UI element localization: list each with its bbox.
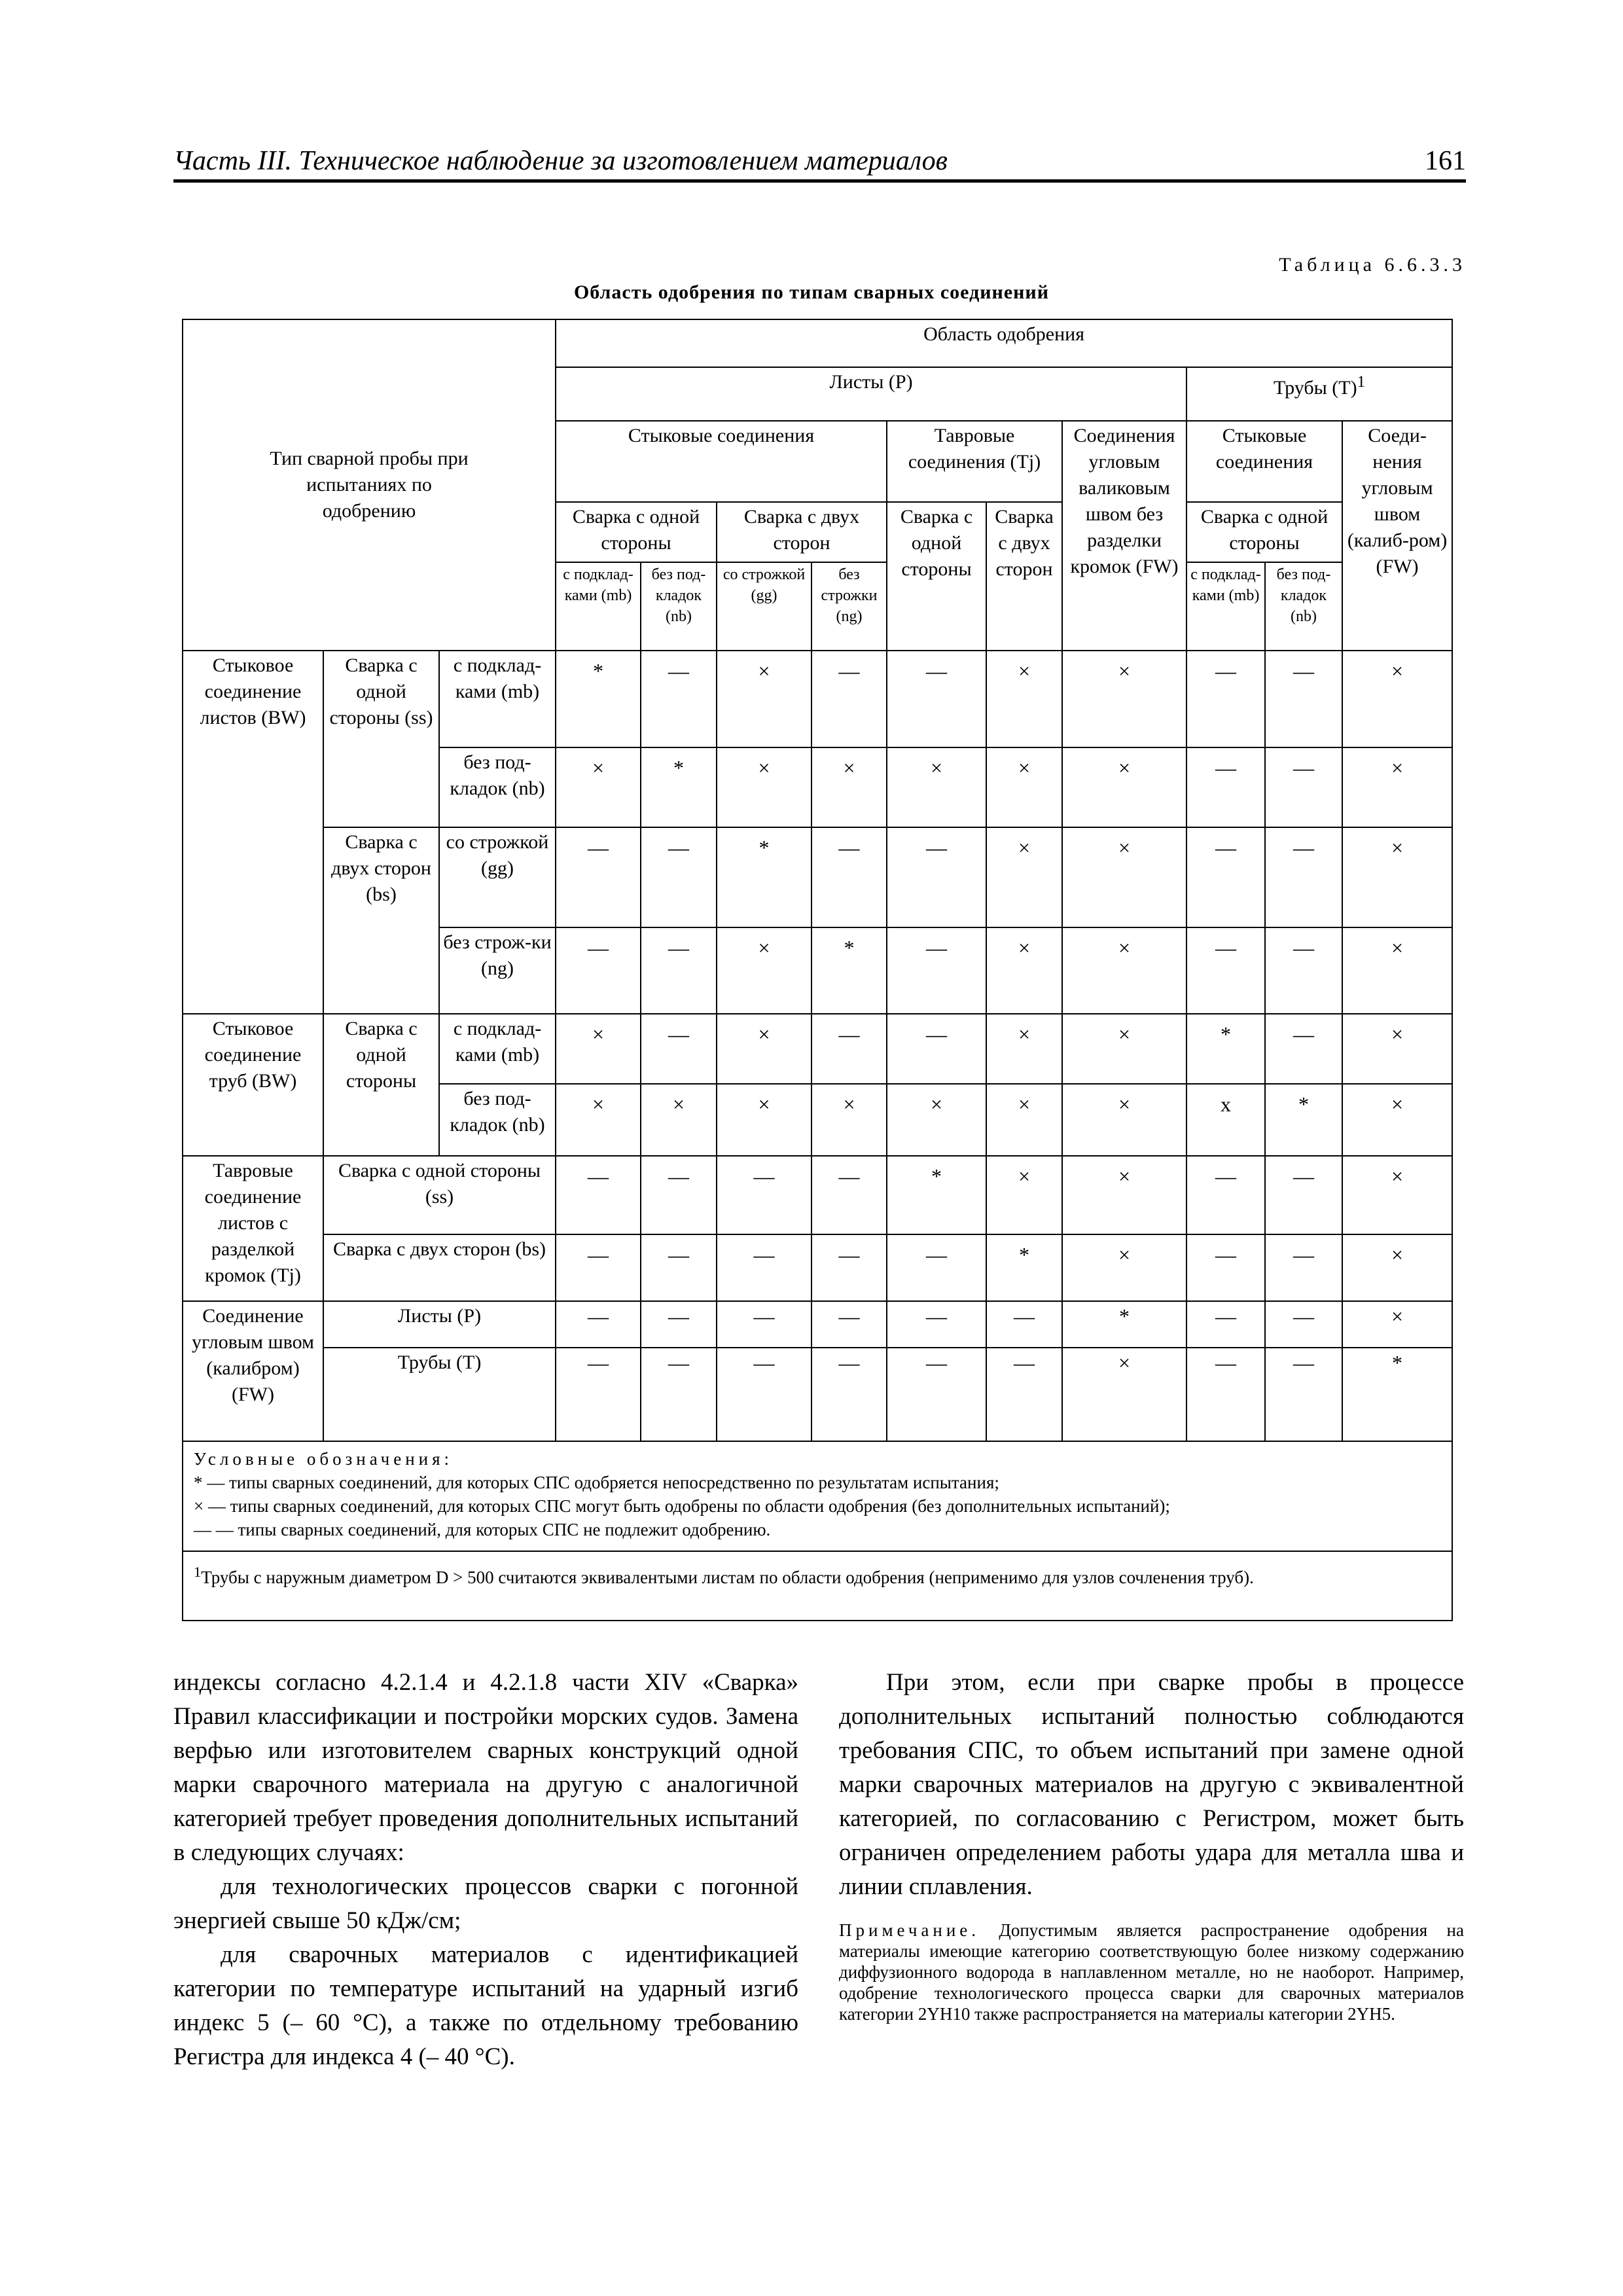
table-cell: × [717,927,812,1014]
note-text: Допустимым является распространение одобрения на материалы имеющие категорию соответствующую более низкому содержанию диффузионного водорода в наплавленном металле, но не наоборот. Например, одобрение технологического процесса сварки для сварочных материалов категории 2YH10 также распространяется на материалы категории 2YH5. [839,1920,1464,2024]
approval-table [182,319,1453,1621]
table-row [183,1156,1452,1234]
table-cell: — [887,1348,986,1441]
table-cell: × [1062,927,1186,1014]
header-one-side: Сварка с одной стороны [556,502,717,562]
table-cell: × [1062,747,1186,827]
table-cell: — [717,1156,812,1234]
table-cell: × [1342,1014,1452,1084]
row-label-mb: с подклад-ками (mb) [439,651,556,747]
table-cell: — [1186,651,1265,747]
row-label-fw-sheets: Листы (P) [323,1301,556,1348]
header-pipes-label: Трубы (T) [1273,377,1357,399]
table-cell: — [1265,1156,1342,1234]
table-cell: — [986,1348,1062,1441]
header-tee-one-side: Сварка с одной стороны [887,502,986,651]
row-label-pipe-mb: с подклад-ками (mb) [439,1014,556,1084]
table-cell: — [887,1234,986,1301]
body-paragraph: для технологических процессов сварки с погонной энергией свыше 50 кДж/см; [173,1873,798,1934]
table-cell: × [1062,1156,1186,1234]
table-cell: × [1342,1084,1452,1156]
header-pipe-nb: без под-кладок (nb) [1265,562,1342,651]
running-title: Часть III. Техническое наблюдение за изготовлением материалов [173,146,948,176]
table-cell: * [1265,1084,1342,1156]
table-cell: × [1062,1234,1186,1301]
table-cell: × [717,747,812,827]
table-cell: — [641,1234,717,1301]
table-cell: — [1265,827,1342,927]
table-cell: — [812,827,887,927]
table-cell: — [812,1348,887,1441]
table-cell: × [1062,651,1186,747]
table-cell: — [556,1301,641,1348]
table-cell: * [986,1234,1062,1301]
row-label-tj-ss: Сварка с одной стороны (ss) [323,1156,556,1234]
table-cell: — [556,1234,641,1301]
table-cell: × [1342,651,1452,747]
page-number: 161 [1425,146,1466,176]
header-butt-sheets: Стыковые соединения [556,421,887,502]
table-caption: Область одобрения по типам сварных соединений [573,281,1050,303]
table-cell: × [986,827,1062,927]
table-cell: — [1265,651,1342,747]
table-cell: — [1265,927,1342,1014]
table-cell: × [812,1084,887,1156]
table-cell: × [887,747,986,827]
header-tee: Тавровые соединения (Tj) [887,421,1062,502]
table-cell: x [1186,1084,1265,1156]
table-cell: — [887,927,986,1014]
table-cell: — [1265,747,1342,827]
table-row [183,651,1452,747]
table-row [183,1301,1452,1348]
header-nb: без под-кладок (nb) [641,562,717,651]
table-cell: × [1062,1084,1186,1156]
table-cell: — [1186,1301,1265,1348]
note-label: Примечание. [839,1920,980,1940]
table-cell: * [641,747,717,827]
table-cell: — [556,1348,641,1441]
table-cell: — [641,1301,717,1348]
table-cell: — [812,651,887,747]
table-cell: × [1062,1014,1186,1084]
row-group-bw-sheets: Стыковое соединение листов (BW) [183,651,323,1014]
table-cell: — [717,1301,812,1348]
table-cell: — [887,1301,986,1348]
row-subgroup-ss: Сварка с одной стороны (ss) [323,651,439,827]
table-cell: — [812,1156,887,1234]
table-cell: — [641,1348,717,1441]
table-cell: × [1342,827,1452,927]
table-row [183,1234,1452,1301]
table-cell: — [887,827,986,927]
body-paragraph: При этом, если при сварке пробы в процессе дополнительных испытаний полностью соблюдаются требования СПС, то объем испытаний при замене одной марки сварочных материалов на другую с эквивалентной категорией, по согласованию с Регистром, может быть ограничен определением работы удара для металла шва и линии сплавления. [839,1669,1464,1900]
header-pipe-mb: с подклад-ками (mb) [1186,562,1265,651]
table-cell: * [717,827,812,927]
legend-cross: × — типы сварных соединений, для которых СПС могут быть одобрены по области одобрения (без дополнительных испытаний); [194,1496,1170,1516]
table-cell: — [556,1156,641,1234]
table-cell: × [1342,1156,1452,1234]
row-label-fw-pipes: Трубы (T) [323,1348,556,1441]
row-label-gg: со строжкой (gg) [439,827,556,927]
footnote-text: Трубы с наружным диаметром D > 500 считаются эквивалентыми листам по области одобрения (неприменимо для узлов сочленения труб). [201,1567,1254,1587]
header-sheets: Листы (P) [556,367,1186,420]
table-footnote [183,1551,1452,1621]
table-cell: — [556,827,641,927]
table-cell: * [812,927,887,1014]
footnote-number: 1 [194,1563,202,1580]
header-tee-two-sides: Сварка с двух сторон [986,502,1062,651]
footnote-mark: 1 [1357,373,1366,391]
header-mb: с подклад-ками (mb) [556,562,641,651]
legend-dash: — — типы сварных соединений, для которых СПС не подлежит одобрению. [194,1519,771,1539]
table-cell: × [1062,1348,1186,1441]
table-cell: × [556,1084,641,1156]
table-cell: — [717,1348,812,1441]
table-cell: × [986,1156,1062,1234]
row-label-ng: без строж-ки (ng) [439,927,556,1014]
header-approval-area: Область одобрения [556,319,1452,367]
row-label-pipe-nb: без под-кладок (nb) [439,1084,556,1156]
header-probe-type: Тип сварной пробы при испытаниях по одобрению [183,319,556,651]
table-cell: × [641,1084,717,1156]
table-cell: — [812,1014,887,1084]
table-cell: — [1186,827,1265,927]
table-row [183,1014,1452,1084]
note [839,1920,1464,2024]
table-cell: × [717,1014,812,1084]
body-paragraph: индексы согласно 4.2.1.4 и 4.2.1.8 части XIV «Сварка» Правил классификации и постройки морских судов. Замена верфью или изготовителем сварных конструкций одной марки сварочного материала на другую с аналогичной категорией требует проведения дополнительных испытаний в следующих случаях: [173,1669,798,1866]
header-gg: со строжкой (gg) [717,562,812,651]
table-cell: — [1265,1234,1342,1301]
table-cell: × [812,747,887,827]
table-cell: × [1342,1301,1452,1348]
legend-star: * — типы сварных соединений, для которых СПС одобряется непосредственно по результатам испытания; [194,1472,999,1492]
table-cell: × [1062,827,1186,927]
table-cell: × [887,1084,986,1156]
table-cell: × [986,747,1062,827]
row-subgroup-one-side: Сварка с одной стороны [323,1014,439,1156]
table-cell: — [812,1234,887,1301]
row-group-fw: Соединение угловым швом (калибром) (FW) [183,1301,323,1441]
table-row [183,827,1452,927]
table-legend [183,1441,1452,1551]
table-cell: * [1062,1301,1186,1348]
table-cell: — [1186,747,1265,827]
table-cell: — [1265,1014,1342,1084]
table-cell: × [1342,927,1452,1014]
table-cell: × [556,747,641,827]
table-cell: * [556,651,641,747]
header-pipes [1186,367,1452,420]
page-header [173,145,1466,183]
body-right-column [839,1666,1464,2024]
header-two-sides: Сварка с двух сторон [717,502,887,562]
table-cell: * [1342,1348,1452,1441]
table-cell: × [556,1014,641,1084]
table-cell: — [1186,1234,1265,1301]
table-cell: — [1186,1156,1265,1234]
table-cell: * [887,1156,986,1234]
header-fillet-sheets: Соединения угловым валиковым швом без разделки кромок (FW) [1062,421,1186,651]
legend-title: Условные обозначения: [194,1448,454,1469]
table-cell: — [986,1301,1062,1348]
table-cell: × [717,1084,812,1156]
header-fillet-pipes: Соеди-нения угловым швом (калиб-ром) (FW) [1342,421,1452,651]
table-cell: × [717,651,812,747]
body-left-column [173,1666,798,2074]
table-cell: × [1342,1234,1452,1301]
table-cell: — [1186,1348,1265,1441]
table-cell: — [887,651,986,747]
table-cell: — [641,651,717,747]
body-paragraph: для сварочных материалов с идентификацией категории по температуре испытаний на ударный изгиб индекс 5 (– 60 °C), а также по отдельному требованию Регистра для индекса 4 (– 40 °C). [173,1941,798,2070]
table-cell: — [812,1301,887,1348]
table-cell: × [986,1014,1062,1084]
table-cell: — [556,927,641,1014]
row-label-tj-bs: Сварка с двух сторон (bs) [323,1234,556,1301]
table-row [183,1348,1452,1441]
header-butt-pipes: Стыковые соединения [1186,421,1342,502]
table-cell: × [986,927,1062,1014]
table-cell: — [641,1156,717,1234]
table-cell: × [1342,747,1452,827]
table-cell: — [1265,1348,1342,1441]
table-cell: — [641,827,717,927]
table-cell: × [986,1084,1062,1156]
header-ng: без строжки (ng) [812,562,887,651]
table-cell: — [717,1234,812,1301]
table-cell: — [1265,1301,1342,1348]
row-label-nb: без под-кладок (nb) [439,747,556,827]
table-cell: — [641,1014,717,1084]
table-cell: × [986,651,1062,747]
table-cell: — [641,927,717,1014]
row-subgroup-bs: Сварка с двух сторон (bs) [323,827,439,1014]
row-group-bw-pipes: Стыковое соединение труб (BW) [183,1014,323,1156]
table-number: Таблица 6.6.3.3 [1279,254,1466,276]
table-cell: — [887,1014,986,1084]
header-pipe-one-side: Сварка с одной стороны [1186,502,1342,562]
table-cell: — [1186,927,1265,1014]
table-cell: * [1186,1014,1265,1084]
row-group-tj: Тавровые соединение листов с разделкой кромок (Tj) [183,1156,323,1301]
